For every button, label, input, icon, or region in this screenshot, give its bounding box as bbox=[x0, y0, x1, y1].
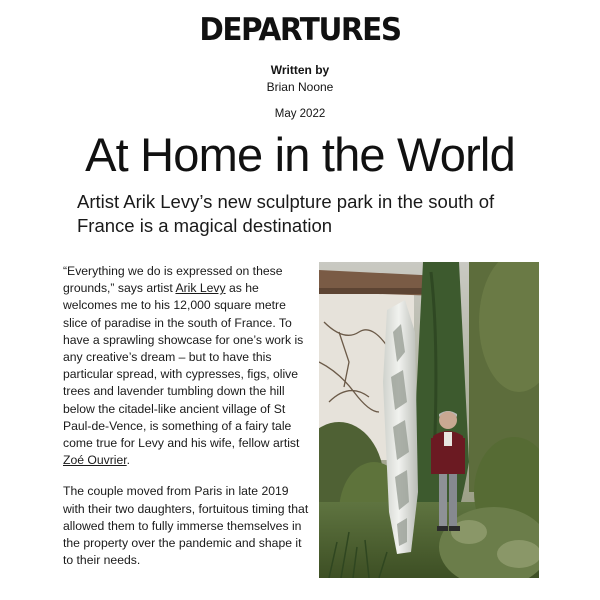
artist-link-arik-levy[interactable]: Arik Levy bbox=[175, 281, 226, 296]
p1-text-a: “Everything we do is expressed on these grounds,” says artist bbox=[63, 264, 283, 296]
article-body bbox=[63, 263, 313, 583]
article-photo bbox=[319, 262, 539, 578]
byline-label: Written by bbox=[270, 63, 330, 77]
body-paragraph-1 bbox=[63, 263, 313, 469]
site-logo[interactable]: DEPARTURES bbox=[199, 12, 401, 48]
publish-date: May 2022 bbox=[274, 108, 326, 120]
p1-text-c: . bbox=[126, 453, 131, 468]
garden-sculpture-photo bbox=[319, 262, 539, 578]
p1-text-b: as he welcomes me to his 12,000 square metre slice of paradise in the south of France. To have a sprawling showcase for one’s work is any creative’s dream – but to have this particular spread, with cypresses, figs, olive trees and lavender tumbling down the hill below the citadel-like ancient village of St Paul-de-Vence, is something of a fairy tale come true for Levy and his wife, fellow artist bbox=[63, 281, 304, 451]
article-headline: At Home in the World bbox=[85, 128, 515, 181]
artist-link-zoe-ouvrier[interactable]: Zoé Ouvrier bbox=[63, 453, 127, 468]
author-name[interactable]: Brian Noone bbox=[266, 80, 334, 94]
body-paragraph-2: The couple moved from Paris in late 2019 with their two daughters, fortuitous timing that allowed them to fully immerse themselves in the property over the pandemic and shape it to their needs. bbox=[63, 484, 309, 568]
article-dek: Artist Arik Levy’s new sculpture park in the south of France is a magical destination bbox=[77, 191, 495, 236]
